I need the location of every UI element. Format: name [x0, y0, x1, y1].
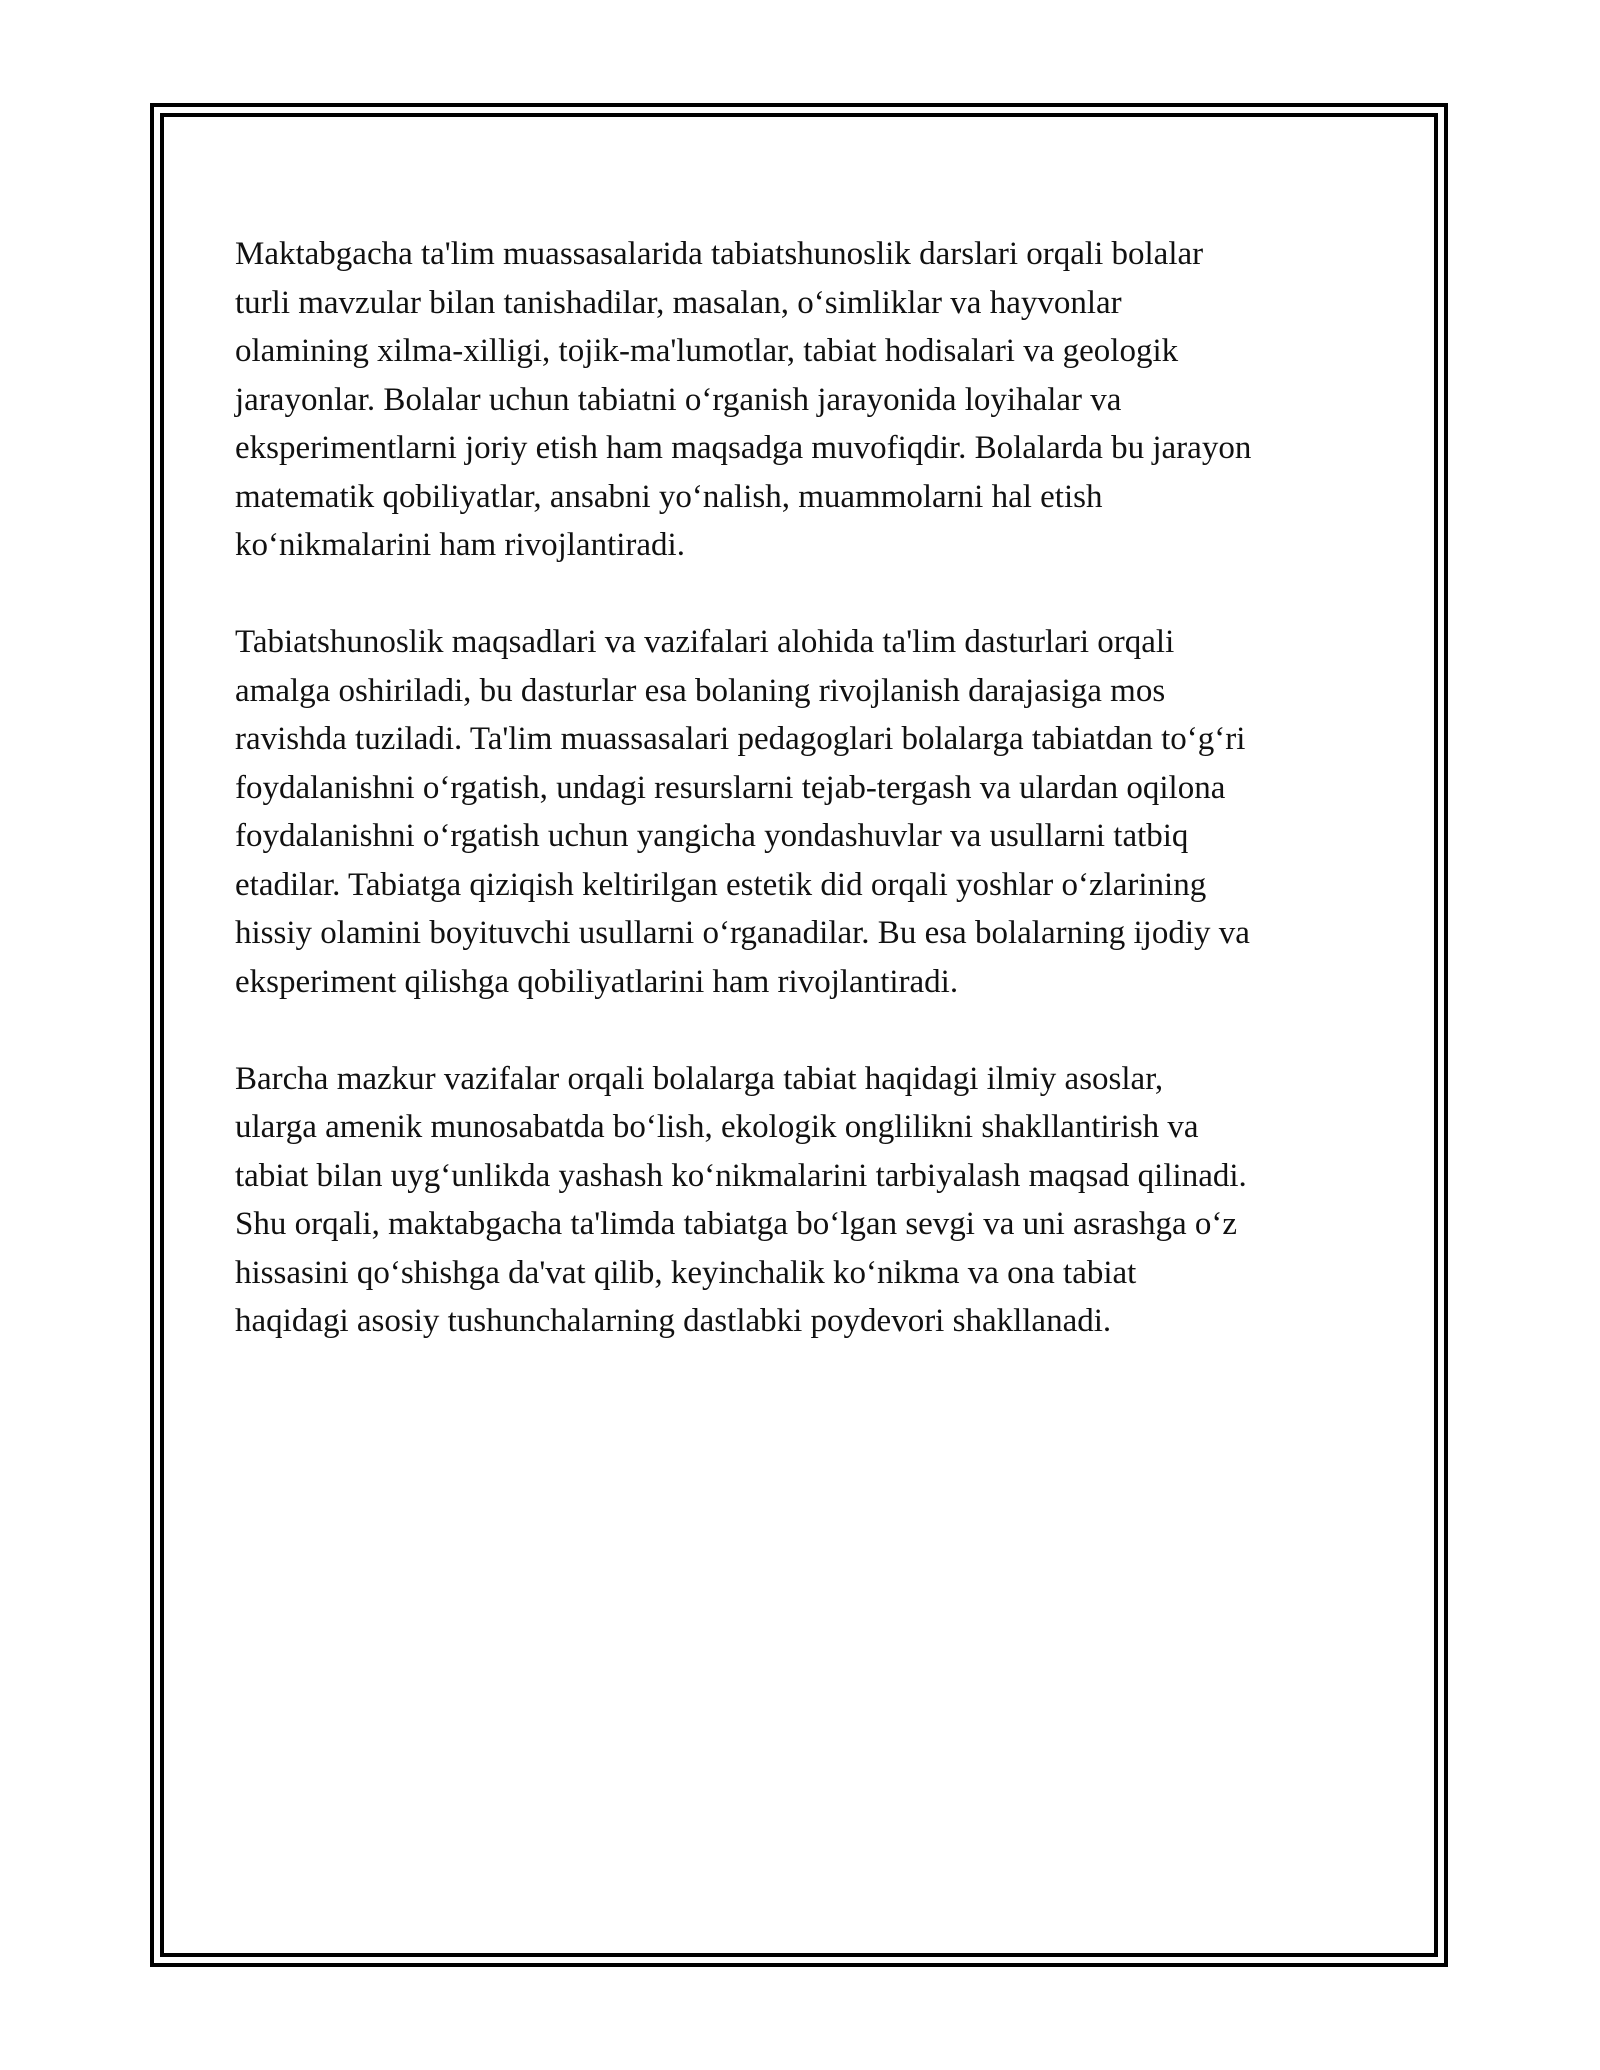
text-line: turli mavzular bilan tanishadilar, masalan, o‘simliklar va hayvonlar [235, 284, 1122, 321]
paragraph-2 [235, 618, 1375, 1006]
paragraph-1 [235, 230, 1375, 570]
text-line: jarayonlar. Bolalar uchun tabiatni o‘rganish jarayonida loyihalar va [235, 381, 1122, 418]
text-line: Maktabgacha ta'lim muassasalarida tabiatshunoslik darslari orqali bolalar [235, 236, 1204, 272]
text-line: amalga oshiriladi, bu dasturlar esa bolaning rivojlanish darajasiga mos [235, 672, 1166, 709]
text-line: hissasini qo‘shishga da'vat qilib, keyinchalik ko‘nikma va ona tabiat [235, 1254, 1137, 1291]
text-line: matematik qobiliyatlar, ansabni yo‘nalish, muammolarni hal etish [235, 478, 1103, 515]
text-line: tabiat bilan uyg‘unlikda yashash ko‘nikmalarini tarbiyalash maqsad qilinadi. [235, 1157, 1247, 1194]
text-line: eksperimentlarni joriy etish ham maqsadga muvofiqdir. Bolalarda bu jarayon [235, 430, 1252, 466]
text-line: ravishda tuziladi. Ta'lim muassasalari pedagoglari bolalarga tabiatdan to‘g‘ri [235, 721, 1246, 757]
text-line: foydalanishni o‘rgatish, undagi resurslarni tejab-tergash va ulardan oqilona [235, 769, 1226, 806]
paragraph-3 [235, 1055, 1375, 1346]
text-line: hissiy olamini boyituvchi usullarni o‘rganadilar. Bu esa bolalarning ijodiy va [235, 915, 1250, 951]
text-line: olamining xilma-xilligi, tojik-ma'lumotlar, tabiat hodisalari va geologik [235, 333, 1179, 369]
text-line: Barcha mazkur vazifalar orqali bolalarga tabiat haqidagi ilmiy asoslar, [235, 1060, 1164, 1097]
text-line: foydalanishni o‘rgatish uchun yangicha yondashuvlar va usullarni tatbiq [235, 818, 1189, 854]
text-line: etadilar. Tabiatga qiziqish keltirilgan estetik did orqali yoshlar o‘zlarining [235, 866, 1207, 903]
text-line: Shu orqali, maktabgacha ta'limda tabiatga bo‘lgan sevgi va uni asrashga o‘z [235, 1206, 1238, 1242]
text-line: ko‘nikmalarini ham rivojlantiradi. [235, 527, 685, 563]
text-line: eksperiment qilishga qobiliyatlarini ham rivojlantiradi. [235, 963, 959, 1000]
text-line: Tabiatshunoslik maqsadlari va vazifalari alohida ta'lim dasturlari orqali [235, 624, 1175, 660]
text-line: haqidagi asosiy tushunchalarning dastlabki poydevori shakllanadi. [235, 1303, 1112, 1339]
document-body [235, 230, 1375, 1346]
text-line: ularga amenik munosabatda bo‘lish, ekologik onglilikni shakllantirish va [235, 1109, 1199, 1145]
